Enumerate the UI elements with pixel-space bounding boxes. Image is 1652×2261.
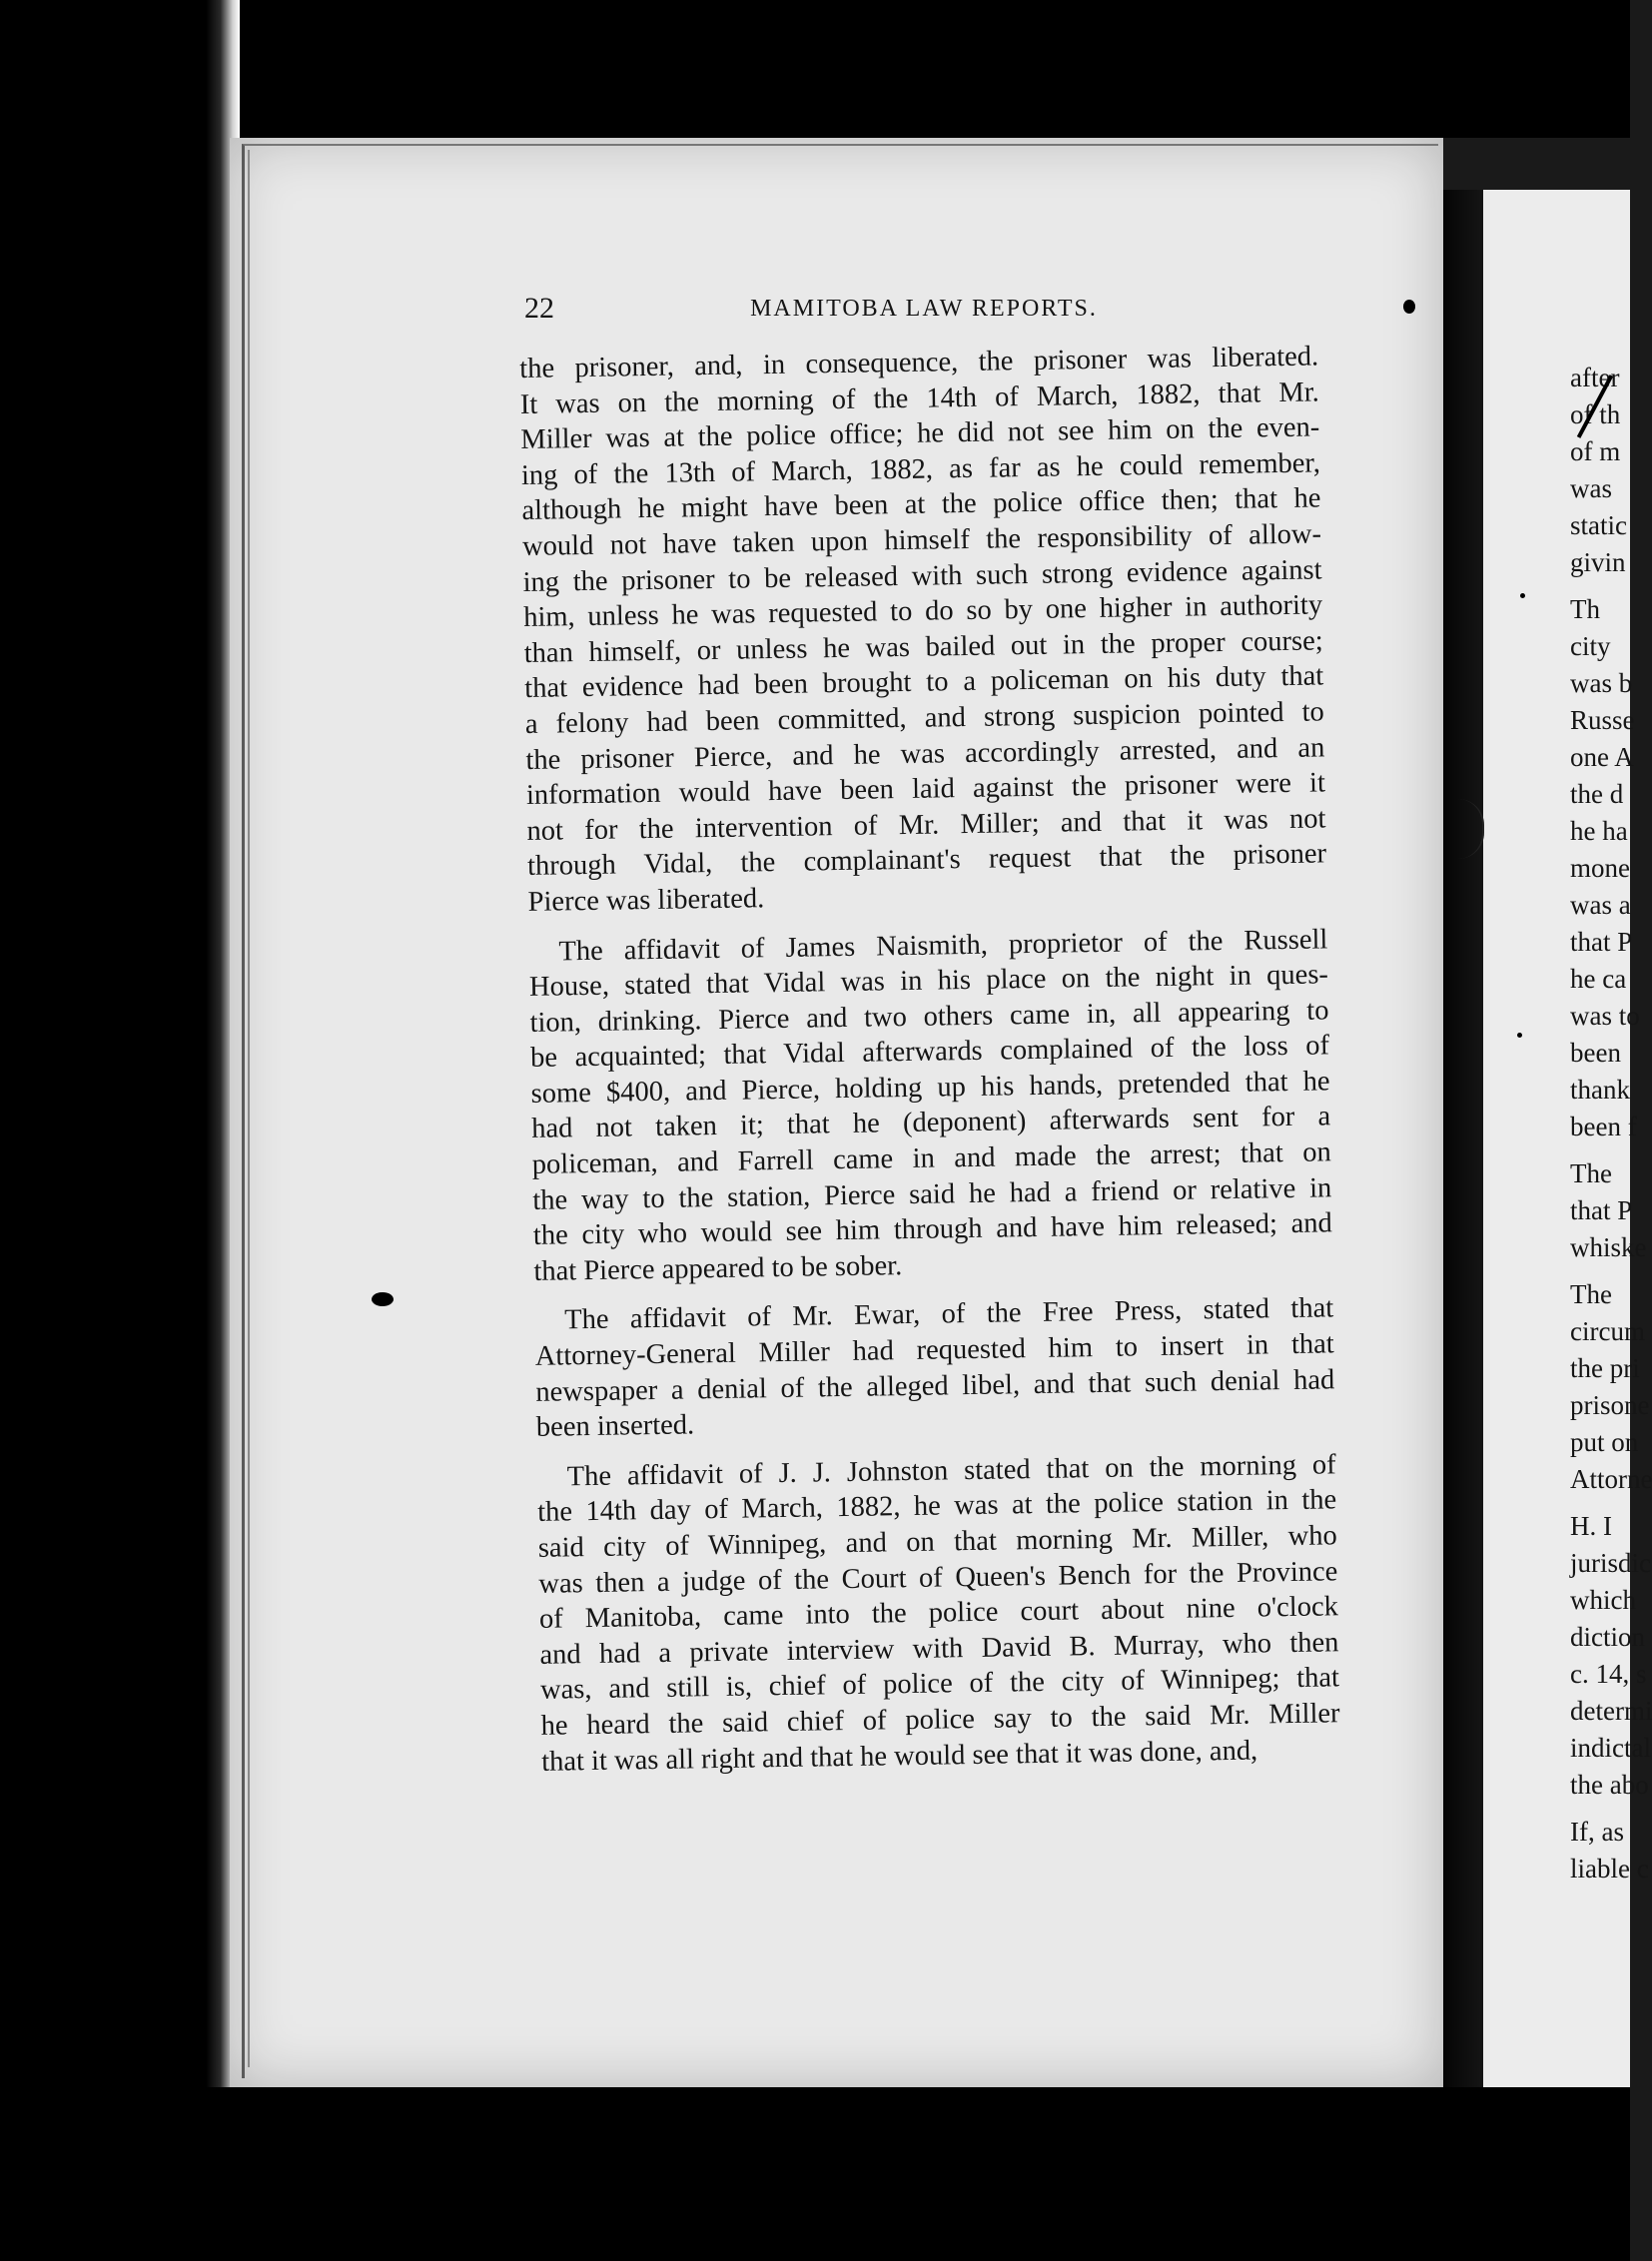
facing-page-fragment: one A (1570, 742, 1634, 772)
book-edge-left (0, 0, 240, 2261)
text-line: be acquainted; that Vidal afterwards complained of the loss of (529, 1030, 1330, 1075)
paragraph (536, 1447, 1340, 1780)
text-line: The affidavit of Mr. Ewar, of the Free Press, stated that (564, 1292, 1334, 1336)
facing-page-fragment: circum (1570, 1316, 1645, 1346)
text-line: and had a private interview with David B. Murray, who then (539, 1627, 1339, 1671)
facing-page-fragment: Attorne (1570, 1464, 1652, 1494)
text-line: The affidavit of J. J. Johnston stated that on the morning of (566, 1449, 1336, 1493)
facing-page-fragment: was a (1570, 890, 1631, 920)
facing-page-fragment (1570, 581, 1650, 591)
text-line: not for the intervention of Mr. Miller; and that it was not (526, 803, 1326, 847)
facing-page-fragment: the d (1570, 779, 1624, 809)
facing-page-fragment: prisone (1570, 1390, 1650, 1420)
text-line: The affidavit of James Naismith, proprietor of the Russell (558, 923, 1328, 967)
text-line: Attorney-General Miller had requested him to insert in that (534, 1328, 1334, 1372)
facing-page-fragment (1570, 1145, 1650, 1155)
facing-page-fragment: determi (1570, 1696, 1652, 1726)
scan-border-top (0, 0, 1630, 138)
facing-page-fragment: been f (1570, 1112, 1637, 1141)
text-line: the prisoner, and, in consequence, the prisoner was liberated. (519, 341, 1319, 384)
facing-page-fragment (1570, 1498, 1650, 1508)
text-line: he heard the said chief of police say to the said Mr. Miller (540, 1698, 1340, 1742)
facing-page-fragment: static (1570, 510, 1627, 540)
text-line: had not taken it; that he (deponent) afterwards sent for a (530, 1101, 1331, 1145)
facing-page-fragment: that P (1570, 1195, 1633, 1225)
facing-page-fragment: thank (1570, 1075, 1630, 1105)
text-line: the prisoner Pierce, and he was accordingly arrested, and an (525, 731, 1325, 776)
page-number: 22 (524, 292, 554, 325)
paragraph (519, 339, 1327, 920)
facing-page-fragment: was to (1570, 1001, 1640, 1031)
text-line: It was on the morning of the 14th of March, 1882, that Mr. (519, 377, 1319, 420)
text-line: that evidence had been brought to a policeman on his duty that (524, 660, 1324, 705)
scan-border-bottom (0, 2087, 1630, 2261)
facing-page-fragment (1570, 1804, 1650, 1814)
facing-page-fragment: after (1570, 363, 1620, 392)
text-line: some $400, and Pierce, holding up his hands, pretended that he (530, 1066, 1330, 1110)
facing-page-fragment: put on (1570, 1427, 1639, 1457)
facing-page-text (1570, 360, 1650, 1887)
facing-page-fragment: he ha (1570, 816, 1628, 846)
text-line: that it was all right and that he would see that it was done, and, (540, 1735, 1258, 1778)
text-line: ing the prisoner to be released with such strong evidence against (522, 553, 1322, 598)
paragraph (528, 922, 1332, 1289)
text-line: would not have taken upon himself the responsibility of allow- (521, 518, 1322, 562)
text-line: Miller was at the police office; he did not see him on the even- (520, 411, 1320, 456)
ink-blot-small (1403, 300, 1415, 314)
text-line: ing of the 13th of March, 1882, as far as he could remember, (520, 447, 1321, 491)
facing-page-fragment: the abo (1570, 1770, 1649, 1800)
facing-page-fragment: whiske (1570, 1232, 1647, 1262)
facing-page-fragment: the pri (1570, 1353, 1640, 1383)
facing-page-fragment: indictal (1570, 1733, 1651, 1763)
facing-page-fragment: diction (1570, 1622, 1645, 1652)
facing-page-fragment: which (1570, 1585, 1636, 1615)
facing-page-fragment: of m (1570, 436, 1621, 466)
facing-page-fragment: The (1570, 1158, 1612, 1188)
page-header (524, 292, 1323, 332)
text-line: policeman, and Farrell came in and made the arrest; that on (531, 1136, 1331, 1180)
ink-speck (1517, 1033, 1522, 1038)
facing-page-fragment: that P (1570, 927, 1633, 957)
facing-page-fragment: givin (1570, 547, 1626, 577)
text-line: him, unless he was requested to do so by one higher in authority (522, 589, 1323, 634)
text-line: tion, drinking. Pierce and two others came in, all appearing to (529, 995, 1329, 1039)
facing-page-fragment: Th (1570, 594, 1600, 624)
ink-speck (1520, 593, 1525, 598)
facing-page-fragment: was b (1570, 668, 1633, 698)
text-line: of Manitoba, came into the police court about nine o'clock (538, 1591, 1339, 1636)
facing-page-fragment: was (1570, 473, 1612, 503)
text-line: House, stated that Vidal was in his place on the night in ques- (528, 959, 1329, 1004)
text-line: the 14th day of March, 1882, he was at the police station in the (537, 1484, 1337, 1529)
facing-page-fragment: H. I (1570, 1511, 1612, 1541)
text-line: was, and still is, chief of police of the city of Winnipeg; that (539, 1662, 1340, 1707)
ink-blot (372, 1292, 394, 1306)
text-line: that Pierce appeared to be sober. (533, 1249, 903, 1287)
facing-page-fragment: jurisdic (1570, 1548, 1651, 1578)
text-line: than himself, or unless he was bailed out in the proper course; (523, 625, 1323, 669)
facing-page-fragment: Russe (1570, 705, 1635, 735)
facing-page-fragment: The (1570, 1279, 1612, 1309)
body-text (519, 339, 1340, 1780)
text-line: the city who would see him through and have him released; and (532, 1207, 1333, 1252)
facing-page-fragment: been (1570, 1038, 1621, 1068)
facing-page-fragment: liable c (1570, 1854, 1649, 1884)
facing-page-fragment: mone (1570, 853, 1630, 883)
text-line: said city of Winnipeg, and on that morning Mr. Miller, who (537, 1520, 1337, 1564)
facing-page-fragment: city (1570, 631, 1611, 661)
running-head: MAMITOBA LAW REPORTS. (750, 296, 1098, 322)
text-line: Pierce was liberated. (527, 883, 765, 918)
facing-page-fragment: c. 14, s (1570, 1659, 1647, 1689)
paragraph (534, 1291, 1335, 1446)
book-gutter (1443, 190, 1483, 2087)
facing-page-fragment (1570, 1266, 1650, 1276)
text-line: although he might have been at the police office then; that he (521, 482, 1321, 527)
text-line: through Vidal, the complainant's request that the prisoner (526, 838, 1327, 883)
text-line: the way to the station, Pierce said he had a friend or relative in (532, 1171, 1332, 1216)
text-line: was then a judge of the Court of Queen's Bench for the Province (538, 1555, 1338, 1600)
facing-page-fragment: he ca (1570, 964, 1627, 994)
text-line: a felony had been committed, and strong suspicion pointed to (524, 696, 1325, 740)
facing-page-fragment: If, as (1570, 1817, 1624, 1847)
facing-page-fragment: of th (1570, 399, 1621, 429)
text-line: been inserted. (535, 1409, 695, 1444)
text-line: information would have been laid against the prisoner were it (525, 767, 1326, 812)
text-line: newspaper a denial of the alleged libel, and that such denial had (535, 1363, 1335, 1408)
